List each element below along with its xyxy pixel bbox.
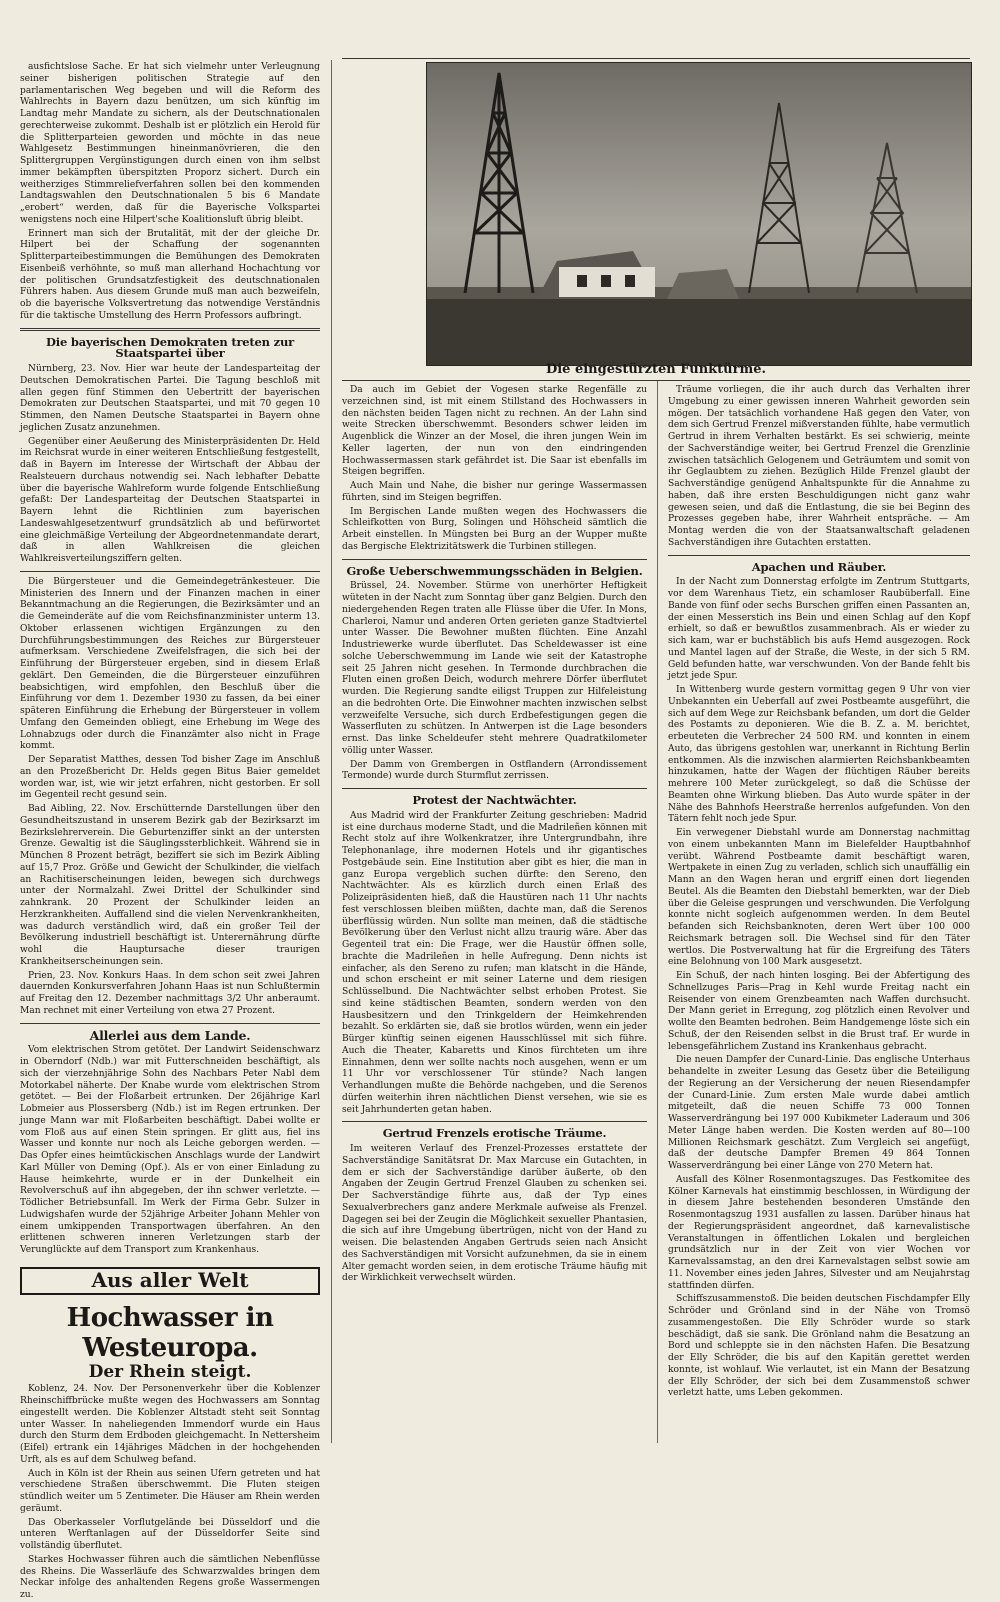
article-paragraph: Das Oberkasseler Vorflutgelände bei Düsseldorf und die unteren Werftanlagen auf der Düsseldorfer Seite sind vollständig überflutet. — [20, 1517, 320, 1551]
article-paragraph: Da auch im Gebiet der Vogesen starke Regenfälle zu verzeichnen sind, ist mit einem Stillstand des Hochwassers in den nächsten beiden Tagen nicht zu rechnen. An der Lahn sind weite Strecken überschwemmt. Besonders schwer leiden im Augenblick die Winzer an der Mosel, die ihren jungen Wein im Keller lagerten, der nun von den eindringenden Hochwassermassen stark gefährdet ist. Die Saar ist ebenfalls im Steigen begriffen. — [342, 385, 647, 478]
article-paragraph: Starkes Hochwasser führen auch die sämtlichen Nebenflüsse des Rheins. Die Wasserläufe des Schwarzwaldes bringen dem Neckar infolge des anhaltenden Regens große Wassermengen zu. — [20, 1554, 320, 1600]
divider — [668, 555, 970, 556]
article-paragraph: Ausfall des Kölner Rosenmontagszuges. Das Festkomitee des Kölner Karnevals hat einstimmig beschlossen, in Würdigung der in diesem Jahre bestehenden besonderen Umstände den Rosenmontagszug 1931 ausfallen zu lassen. Darüber hinaus hat der Regierungspräsident angeordnet, daß karnevalistische Veranstaltungen in öffentlichen Lokalen und bergleichen grundsätzlich nur in der Zeit von vier Wochen vor Karnevalssamstag, an den drei Karnevalstagen selbst sowie am 11. November eines jeden Jahres, Silvester und am Neujahrstag stattfinden dürfen. — [668, 1174, 970, 1291]
article-paragraph: Der Separatist Matthes, dessen Tod bisher Zage im Anschluß an den Prozeßbericht Dr. Helds gegen Bitus Baier gemeldet worden war, ist, wie wir jetzt erfahren, nicht gestorben. Er soll im Gegenteil recht gesund sein. — [20, 755, 320, 801]
column-rule — [331, 60, 332, 1443]
headline-nachtwaechter: Protest der Nachtwächter. — [412, 793, 577, 807]
article-paragraph: Die neuen Dampfer der Cunard-Linie. Das englische Unterhaus behandelte in zweiter Lesung das Gesetz über die Beteiligung der Regierung an der Versicherung der neuen Riesendampfer der Cunard-Linie. Zum ersten Male wurde dabei amtlich mitgeteilt, daß die neuen Schiffe 73 000 Tonnen Wasserverdrängung bei 197 000 Kubikmeter Laderaum und 306 Meter Länge haben werden. Die Kosten werden auf 80—100 Millionen Reichsmark geschätzt. Zum Vergleich sei angefügt, daß der deutsche Dampfer Bremen 49 864 Tonnen Wasserverdrängung bei einer Länge von 270 Metern hat. — [668, 1055, 970, 1171]
article-paragraph: Brüssel, 24. November. Stürme von unerhörter Heftigkeit wüteten in der Nacht zum Sonntag über ganz Belgien. Durch den niedergehenden Regen traten alle Flüsse über die Ufer. In Mons, Charleroi, Namur und anderen Orten gerieten ganze Stadtviertel unter Wasser. Die Bewohner mußten flüchten. Eine Anzahl Industriewerke wurde überflutet. Das Scheldewasser ist eine solche Ueberschwemmung im Lande wie seit der Katastrophe seit 25 Jahren nicht gesehen. In Termonde durchbrachen die Fluten einen großen Deich, wodurch mehrere Dörfer überflutet wurden. Die Regierung sandte eiligst Truppen zur Hilfeleistung an die bedrohten Orte. Die Einwohner machten inzwischen selbst verzweifelte Versuche, sich durch Erdbefestigungen gegen die Wasserfluten zu schützen. In Antwerpen ist die Lage besonders ernst. Das linke Scheldeufer steht mehrere Quadratkilometer völlig unter Wasser. — [342, 581, 647, 756]
divider — [342, 788, 647, 789]
divider — [20, 328, 320, 331]
article-paragraph: In der Nacht zum Donnerstag erfolgte im Zentrum Stuttgarts, vor dem Warenhaus Tietz, ein schamloser Raubüberfall. Eine Bande von fünf oder sechs Burschen griffen einen Passanten an, der einen Messerstich ins Bein und einen Schlag auf den Kopf erhielt, so daß er bewußtlos zusammenbrach. Als er wieder zu sich kam, war er buchstäblich bis aufs Hemd ausgezogen. Rock und Mantel lagen auf der Straße, die Weste, in der sich 5 RM. Geld befunden hatte, war verschwunden. Von der Bande fehlt bis jetzt jede Spur. — [668, 577, 970, 682]
article-paragraph: Ein verwegener Diebstahl wurde am Donnerstag nachmittag von einem unbekannten Mann im Bielefelder Hauptbahnhof verübt. Während Postbeamte damit beschäftigt waren, Wertpakete in einen Zug zu verladen, schlich sich unauffällig ein Mann an den Wagen heran und ergriff einen dort liegenden Beutel. Als die Beamten den Diebstahl bemerkten, war der Dieb über die Geleise gesprungen und verschwunden. Die Verfolgung konnte nicht sogleich aufgenommen werden. In dem Beutel befanden sich Reichsbanknoten, deren Wert über 100 000 Reichsmark betragen soll. Die Wechsel sind für den Täter wertlos. Die Postverwaltung hat für die Ergreifung des Täters eine Belohnung von 100 Mark ausgesetzt. — [668, 828, 970, 968]
article-paragraph: Im weiteren Verlauf des Frenzel-Prozesses erstattete der Sachverständige Sanitätsrat Dr. Max Marcuse ein Gutachten, in dem er sich der Sachverständige darüber äußerte, ob den Angaben der Zeugin Gertrud Frenzel Glauben zu schenken sei. Der Sachverständige führte aus, daß der Typ eines Sexualverbrechers ganz andere Merkmale aufweise als Frenzel. Dagegen sei bei der Zeugin die Möglichkeit sexueller Phantasien, die sich auf ihre Umgebung übertrügen, nicht von der Hand zu weisen. Die belastenden Angaben Gertruds seien nach Ansicht des Sachverständigen mit Vorsicht aufzunehmen, da sie in einem Alter gemacht worden seien, in dem erotische Träume häufig mit der Wirklichkeit verwechselt würden. — [342, 1144, 647, 1284]
headline-frenzel: Gertrud Frenzels erotische Träume. — [382, 1126, 607, 1141]
divider — [342, 559, 647, 560]
photo-illustration — [427, 63, 971, 365]
headline-allerlei: Allerlei aus dem Lande. — [89, 1027, 251, 1043]
article-paragraph: Nürnberg, 23. Nov. Hier war heute der Landesparteitag der Deutschen Demokratischen Partei. Die Tagung beschloß mit allen gegen fünf Stimmen den Uebertritt der bayerischen Demokraten zur Deutschen Staatspartei, und mit 70 gegen 10 Stimmen, den Namen Deutsche Staatspartei in Bayern ohne jeglichen Zusatz anzunehmen. — [20, 364, 320, 433]
article-paragraph: Aus Madrid wird der Frankfurter Zeitung geschrieben: Madrid ist eine durchaus moderne Stadt, und die Madrileñen können mit Recht stolz auf ihre Wolkenkratzer, ihre Untergrundbahn, ihre Telephonanlage, ihre modernen Hotels und ihr gigantisches Postgebäude sein. Eine Institution aber gibt es hier, die man in ganz Europa vergeblich suchen dürfte: den Sereno, den Nachtwächter. Als es kürzlich durch einen Erlaß des Polizeipräsidenten hieß, daß die Haustüren nach 11 Uhr nachts fest verschlossen bleiben müßten, dachte man, daß die Serenos überflüssig würden. Nun sollte man meinen, daß die städtische Bevölkerung über den Verlust nicht allzu traurig wäre. Aber das Gegenteil trat ein: Die Frage, wer die Haustür öffnen solle, brachte die Madrileñen in helle Aufregung. Denn nichts ist einfacher, als den Sereno zu rufen; man klatscht in die Hände, und schon erscheint er mit seiner Laterne und dem riesigen Schlüsselbund. Die Nachtwächter selbst erhoben Protest. Sie sind keine städtischen Beamten, sondern werden von den Hausbesitzern und den Trinkgeldern der Heimkehrenden bezahlt. So erklärten sie, daß sie brotlos würden, wenn ein jeder Bürger künftig seinen eigenen Hausschlüssel mit sich führe. Auch die Theater, Kabaretts und Kinos fürchteten um ihre Einnahmen, denn wer sollte nachts noch ausgehen, wenn er um 11 Uhr vor verschlossener Tür stünde? Nach langen Verhandlungen mußte die Behörde nachgeben, und die Serenos dürfen weiterhin ihren nächtlichen Dienst versehen, wie sie es seit Jahrhunderten getan haben. — [342, 810, 647, 1115]
article-paragraph: Ein Schuß, der nach hinten losging. Bei der Abfertigung des Schnellzuges Paris—Prag in Kehl wurde Freitag nacht ein Reisender von einem Grenzbeamten nach Waffen durchsucht. Der Mann geriet in Erregung, zog plötzlich einen Revolver und wollte den Beamten bedrohen. Beim Handgemenge löste sich ein Schuß, der den Reisenden selbst in die Brust traf. Er wurde in lebensgefährlichem Zustand ins Krankenhaus gebracht. — [668, 971, 970, 1052]
left-column — [20, 62, 320, 1600]
column-rule — [657, 380, 658, 1443]
article-paragraph: Erinnert man sich der Brutalität, mit der der gleiche Dr. Hilpert bei der Schaffung der sogenannten Splitterparteibestimmungen die Bemühungen des Demokraten Eisenbeiß verhöhnte, so muß man allerhand Hochachtung vor der politischen Grundsatzfestigkeit des deutschnationalen Führers haben. Aus diesem Grunde muß man auch bezweifeln, ob die bayerische Volksvertretung das notwendige Verständnis für die taktische Umstellung des Herrn Professors aufbringt. — [20, 228, 320, 321]
photo-bottom-rule — [342, 380, 970, 381]
article-paragraph: In Wittenberg wurde gestern vormittag gegen 9 Uhr von vier Unbekannten ein Ueberfall auf zwei Postbeamte ausgeführt, die sich auf dem Wege zur Reichsbank befanden, um dort die Gelder des Postamts zu deponieren. Wie die B. Z. a. M. berichtet, erbeuteten die Verbrecher 24 500 RM. und konnten in einem Auto, das übrigens gestohlen war, unerkannt in Richtung Berlin entkommen. Als die inzwischen alarmierten Reichsbankbeamten hinzukamen, hatte der Wagen der flüchtigen Räuber bereits mehrere 100 Meter zurückgelegt, so daß die Schüsse der Beamten ohne Wirkung blieben. Das Auto wurde später in der Nähe des Bahnhofs Heerstraße herrenlos aufgefunden. Von den Tätern fehlt noch jede Spur. — [668, 685, 970, 825]
divider — [342, 1121, 647, 1122]
middle-column — [342, 385, 647, 1445]
subheadline-rhein: Der Rhein steigt. — [88, 1361, 252, 1382]
article-paragraph: Träume vorliegen, die ihr auch durch das Verhalten ihrer Umgebung zu einer gewissen inneren Wahrheit geworden sein mögen. Der tatsächlich vorhandene Haß gegen den Vater, von dem sich Gertrud Frenzel mißverstanden fühlte, habe vermutlich Gertrud in ihrem Verhalten bestärkt. Es sei schwierig, meinte der Sachverständige weiter, bei Gertrud Frenzel die Grenzlinie zwischen tatsächlich Gelogenem und Geträumtem und somit von ihr Geglaubtem zu ziehen. Bezüglich Hilde Frenzel glaubt der Sachverständige genügend Anhaltspunkte für die Annahme zu haben, daß ihre ersten Beschuldigungen nicht ganz wahr gewesen seien, und daß die Entlastung, die sie bei Beginn des Prozesses gegeben habe, ihrer Wahrheit entspräche. — Am Montag werden die von der Staatsanwaltschaft geladenen Sachverständigen ihre Gutachten erstatten. — [668, 385, 970, 548]
divider — [20, 571, 320, 572]
article-paragraph: Die Bürgersteuer und die Gemeindegetränkesteuer. Die Ministerien des Innern und der Finanzen machen in einer Bekanntmachung an die Regierungen, die Bezirksämter und an die Gemeinderäte auf die vom Reichsfinanzminister unterm 13. Oktober erlassenen wichtigen Ergänzungen zu den Durchführungsbestimmungen des Reiches zur Bürgersteuer aufmerksam. Verschiedene Zweifelsfragen, die sich bei der Einführung der Bürgersteuer ergeben, sind in diesem Erlaß geklärt. Den Gemeinden, die die Bürgersteuer einzuführen beabsichtigen, wird empfohlen, den Beschluß über die Einführung vor dem 1. Dezember 1930 zu fassen, da bei einer späteren Einführung die Erhebung der Bürgersteuer in vollem Umfang den Gemeinden obliegt, eine Erhebung im Wege des Lohnabzugs oder durch die Finanzämter also nicht in Frage kommt. — [20, 576, 320, 752]
article-paragraph: Gegenüber einer Aeußerung des Ministerpräsidenten Dr. Held im Reichsrat wurde in einer weiteren Entschließung festgestellt, daß in Bayern im Interesse der Wirtschaft der Abbau der Realsteuern durchaus notwendig sei. Nach lebhafter Debatte über die bayerische Wahlreform wurde folgende Entschließung gefaßt: Der Landesparteitag der Deutschen Staatspartei in Bayern lehnt die Richtlinien zum bayerischen Landeswahlgesetzentwurf grundsätzlich ab und befürwortet eine gleichmäßige Verteilung der Abgeordnetenmandate derart, daß in allen Wahlkreisen die gleichen Wahlkreisverteilungsziffern gelten. — [20, 436, 320, 564]
photo-caption: Die eingestürzten Funktürme. — [545, 362, 767, 377]
article-paragraph: Prien, 23. Nov. Konkurs Haas. In dem schon seit zwei Jahren dauernden Konkursverfahren Johann Haas ist nun Schlußtermin auf Freitag den 12. Dezember nachmittags 3/2 Uhr anberaumt. Man rechnet mit einer Verteilung von etwa 27 Prozent. — [20, 970, 320, 1016]
article-paragraph: ausfichtslose Sache. Er hat sich vielmehr unter Verleugnung seiner bisherigen politischen Strategie auf den parlamentarischen Weg begeben und will die Reform des Wahlrechts in Bayern dazu benützen, um sich künftig im Landtag mehr Mandate zu sichern, als der Deutschnationalen gerechterweise zukommt. Deshalb ist er plötzlich ein Herold für die Splitterparteien geworden und möchte in das neue Wahlgesetz Bestimmungen hineinmanövrieren, die den Splittergruppen Vergünstigungen durch einen von ihm selbst immer bekämpften überspitzten Proporz sichert. Durch ein weitherziges Stimmreliefverfahren sollen bei den kommenden Landtagswahlen den Deutschnationalen 5 bis 6 Mandate „erobert“ werden, daß für die Bayerische Volkspartei wenigstens noch eine Hilpert'sche Koalitionsluft übrig bleibt. — [20, 62, 320, 225]
right-column — [668, 385, 970, 1445]
article-paragraph: Der Damm von Grembergen in Ostflandern (Arrondissement Termonde) wurde durch Sturmflut zerrissen. — [342, 759, 647, 782]
photo-top-rule — [342, 58, 970, 59]
headline-belgien: Große Ueberschwemmungsschäden in Belgien. — [346, 563, 643, 578]
headline-hochwasser: Hochwasser in Westeuropa. — [66, 1302, 274, 1363]
article-paragraph: Bad Aibling, 22. Nov. Erschütternde Darstellungen über den Gesundheitszustand in unserem Bezirk gab der Bezirksarzt im Bezirkslehrerverein. Die Geburtenziffer sinkt an der untersten Grenze. Gewaltig ist die Säuglingssterblichkeit. Während sie in München 8 Prozent beträgt, beziffert sie sich im Bezirk Aibling auf 15,7 Proz. Größe und Gewicht der Schulkinder, die vielfach an Rachitiserscheinungen leiden, bewegen sich durchwegs unter der Normalzahl. Zwei Drittel der Schulkinder sind zahnkrank. 20 Prozent der Schulkinder leiden an Herzkrankheiten. Auffallend sind die vielen Nervenkrankheiten, was dadurch verständlich wird, daß ein großer Teil der Bevölkerung industriell beschäftigt ist. Unterernährung dürfte wohl die Hauptursache dieser traurigen Krankheitserscheinungen sein. — [20, 804, 320, 967]
article-paragraph: Vom elektrischen Strom getötet. Der Landwirt Seidenschwarz in Oberndorf (Ndb.) war mit Futterschneiden beschäftigt, als sich der vierzehnjährige Sohn des Nachbars Peter Nabl dem Motorkabel näherte. Der Knabe wurde vom elektrischen Strom getötet. — Bei der Floßarbeit ertrunken. Der 26jährige Karl Lobmeier aus Plossersberg (Ndb.) ist im Regen ertrunken. Der junge Mann war mit Floßarbeiten beschäftigt. Dabei wollte er vom Floß aus auf einen Stein springen. Er glitt aus, fiel ins Wasser und konnte nur noch als Leiche geborgen werden. — Das Opfer eines heimtückischen Anschlags wurde der Landwirt Karl Müller von Deming (Opf.). Als er von einer Einladung zu Hause heimkehrte, wurde er in der Dunkelheit ein Revolverschuß auf ihn abgegeben, der ihn schwer verletzte. — Tödlicher Betriebsunfall. Im Werk der Firma Gebr. Sulzer in Ludwigshafen wurde der 52jährige Arbeiter Johann Mehler von einem umkippenden Transportwagen überfahren. An den erlittenen schweren inneren Verletzungen starb der Verunglückte auf dem Transport zum Krankenhaus. — [20, 1045, 320, 1255]
headline-democrats: Die bayerischen Demokraten treten zur Staatspartei über — [46, 334, 294, 361]
photo-collapsed-radio-towers — [426, 62, 972, 366]
section-box-aus-aller-welt: Aus aller Welt — [20, 1267, 320, 1295]
article-paragraph: Schiffszusammenstoß. Die beiden deutschen Fischdampfer Elly Schröder und Grönland sind in der Nähe von Tromsö zusammengestoßen. Die Elly Schröder wurde so stark beschädigt, daß sie sank. Die Grönland nahm die Besatzung an Bord und schleppte sie in den nächsten Hafen. Die Besatzung der Elly Schröder, die bis auf den Kapitän gerettet werden konnte, ist wohlauf. Wie verlautet, ist ein Mann der Besatzung der Elly Schröder, der sich bei dem Zusammenstoß schwer verletzt hatte, ums Leben gekommen. — [668, 1294, 970, 1399]
article-paragraph: Koblenz, 24. Nov. Der Personenverkehr über die Koblenzer Rheinschiffbrücke mußte wegen des Hochwassers am Sonntag eingestellt werden. Die Koblenzer Altstadt steht seit Sonntag unter Wasser. In naheliegenden Immendorf wurde ein Haus durch den Sturm dem Erdboden gleichgemacht. In Nettersheim (Eifel) ertrank ein 14jähriges Mädchen in der hochgehenden Urft, als es auf dem Schulweg befand. — [20, 1384, 320, 1465]
article-paragraph: Im Bergischen Lande mußten wegen des Hochwassers die Schleifkotten von Burg, Solingen und Höhscheid sämtlich die Arbeit einstellen. In Müngsten bei Burg an der Wupper mußte das Bergische Elektrizitätswerk die Turbinen stillegen. — [342, 506, 647, 552]
article-paragraph: Auch in Köln ist der Rhein aus seinen Ufern getreten und hat verschiedene Straßen überschwemmt. Die Fluten steigen stündlich weiter um 5 Zentimeter. Die Häuser am Rhein werden geräumt. — [20, 1468, 320, 1514]
article-paragraph: Auch Main und Nahe, die bisher nur geringe Wassermassen führten, sind im Steigen begriffen. — [342, 481, 647, 503]
divider — [20, 1023, 320, 1024]
headline-apachen: Apachen und Räuber. — [751, 559, 887, 574]
